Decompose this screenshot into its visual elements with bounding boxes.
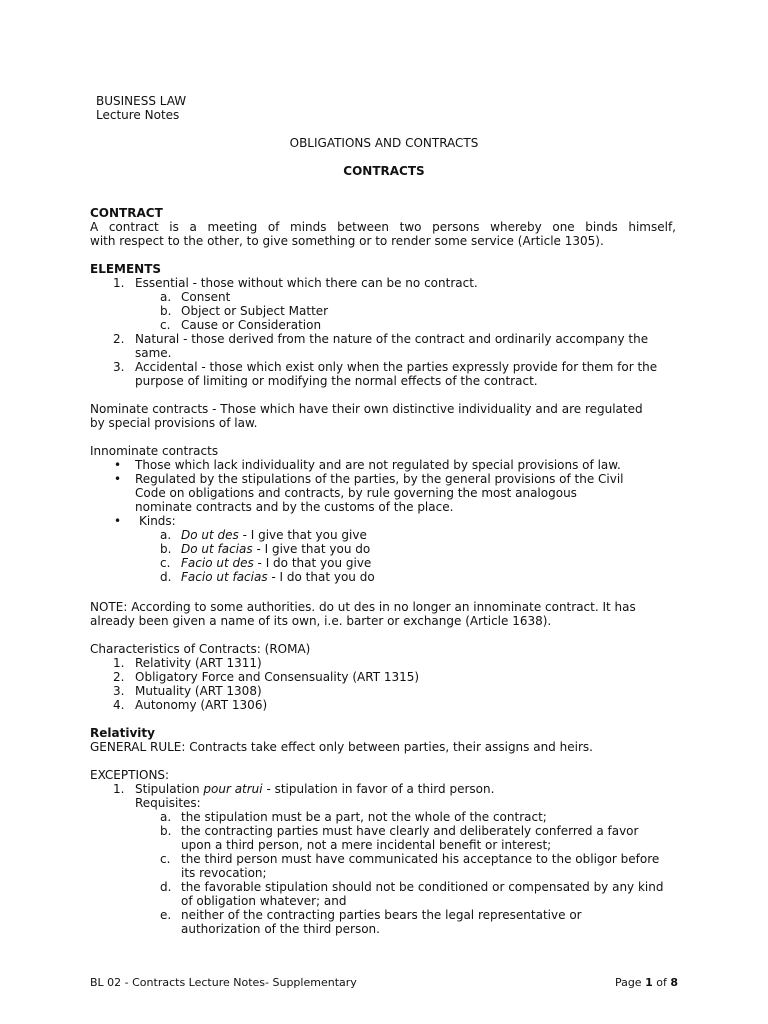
list-marker: c. xyxy=(160,556,171,570)
list-item-natural: Natural - those derived from the nature of the contract and ordinarily accompany the xyxy=(135,332,649,346)
page-label: Page xyxy=(614,976,646,989)
requisites-label: Requisites: xyxy=(135,796,201,810)
general-rule: GENERAL RULE: Contracts take effect only between parties, their assigns and heirs. xyxy=(90,740,593,754)
topic-heading: OBLIGATIONS AND CONTRACTS xyxy=(289,136,479,150)
requisite-item-cont: of obligation whatever; and xyxy=(181,894,347,908)
contract-definition-line: with respect to the other, to give something or to render some service (Article 1305). xyxy=(90,234,604,248)
exception-suffix: - stipulation in favor of a third person. xyxy=(262,782,495,796)
note-line: already been given a name of its own, i.e. barter or exchange (Article 1638). xyxy=(90,614,552,628)
list-marker: d. xyxy=(160,570,172,584)
footer-document-name: BL 02 - Contracts Lecture Notes- Supplementary xyxy=(90,976,357,989)
latin-term: Facio ut facias xyxy=(181,570,268,584)
kind-item xyxy=(181,556,371,570)
latin-term: pour atrui xyxy=(203,782,263,796)
list-number: 1. xyxy=(113,656,125,670)
list-number: 3. xyxy=(113,360,125,374)
bullet-item-cont: nominate contracts and by the customs of the place. xyxy=(135,500,454,514)
kind-meaning: - I do that you give xyxy=(253,556,372,570)
list-marker: b. xyxy=(160,304,172,318)
innominate-heading: Innominate contracts xyxy=(90,444,219,458)
list-item-accidental: Accidental - those which exist only when the parties expressly provide for them for the xyxy=(135,360,658,374)
kind-meaning: - I do that you do xyxy=(267,570,375,584)
kind-item xyxy=(181,542,370,556)
characteristic-item: Obligatory Force and Consensuality (ART 1315) xyxy=(135,670,420,684)
list-number: 1. xyxy=(113,782,125,796)
bullet-item-kinds: Kinds: xyxy=(139,514,176,528)
requisite-item: the favorable stipulation should not be conditioned or compensated by any kind xyxy=(181,880,664,894)
document-type: Lecture Notes xyxy=(96,108,180,122)
bullet-icon: • xyxy=(114,458,122,472)
bullet-icon: • xyxy=(114,514,122,528)
characteristic-item: Mutuality (ART 1308) xyxy=(135,684,262,698)
current-page: 1 xyxy=(645,976,653,989)
list-marker: b. xyxy=(160,824,172,838)
list-number: 2. xyxy=(113,670,125,684)
kind-meaning: - I give that you give xyxy=(238,528,367,542)
requisite-item: the contracting parties must have clearly and deliberately conferred a favor xyxy=(181,824,639,838)
section-heading-elements: ELEMENTS xyxy=(90,262,162,276)
kind-item xyxy=(181,528,367,542)
requisite-item-cont: authorization of the third person. xyxy=(181,922,380,936)
list-marker: c. xyxy=(160,852,171,866)
list-marker: c. xyxy=(160,318,171,332)
latin-term: Do ut facias xyxy=(181,542,253,556)
bullet-item: Those which lack individuality and are not regulated by special provisions of law. xyxy=(135,458,621,472)
page-number xyxy=(615,976,678,990)
characteristic-item: Relativity (ART 1311) xyxy=(135,656,262,670)
list-number: 4. xyxy=(113,698,125,712)
characteristics-heading: Characteristics of Contracts: (ROMA) xyxy=(90,642,311,656)
list-number: 2. xyxy=(113,332,125,346)
list-item-accidental-cont: purpose of limiting or modifying the normal effects of the contract. xyxy=(135,374,538,388)
characteristic-item: Autonomy (ART 1306) xyxy=(135,698,268,712)
nominate-paragraph-line: Nominate contracts - Those which have their own distinctive individuality and are regulated xyxy=(90,402,643,416)
exception-item xyxy=(135,782,494,796)
latin-term: Do ut des xyxy=(181,528,239,542)
list-marker: a. xyxy=(160,810,172,824)
contract-definition-line: A contract is a meeting of minds between two persons whereby one binds himself, xyxy=(90,220,676,234)
bullet-item: Regulated by the stipulations of the parties, by the general provisions of the Civil xyxy=(135,472,624,486)
list-number: 1. xyxy=(113,276,125,290)
sub-item-consent: Consent xyxy=(181,290,231,304)
list-marker: a. xyxy=(160,290,172,304)
total-pages: 8 xyxy=(670,976,678,989)
note-line: NOTE: According to some authorities. do ut des in no longer an innominate contract. It has xyxy=(90,600,636,614)
bullet-item-cont: Code on obligations and contracts, by rule governing the most analogous xyxy=(135,486,577,500)
requisite-item: the third person must have communicated his acceptance to the obligor before xyxy=(181,852,660,866)
sub-item-cause: Cause or Consideration xyxy=(181,318,322,332)
kind-meaning: - I give that you do xyxy=(252,542,371,556)
section-heading-contract: CONTRACT xyxy=(90,206,163,220)
page-separator: of xyxy=(652,976,671,989)
requisite-item-cont: its revocation; xyxy=(181,866,267,880)
kind-item xyxy=(181,570,375,584)
requisite-item: the stipulation must be a part, not the whole of the contract; xyxy=(181,810,547,824)
list-marker: e. xyxy=(160,908,172,922)
section-heading-relativity: Relativity xyxy=(90,726,155,740)
list-item-natural-cont: same. xyxy=(135,346,172,360)
requisite-item: neither of the contracting parties bears the legal representative or xyxy=(181,908,582,922)
list-marker: a. xyxy=(160,528,172,542)
course-title: BUSINESS LAW xyxy=(96,94,187,108)
list-marker: d. xyxy=(160,880,172,894)
bullet-icon: • xyxy=(114,472,122,486)
requisite-item-cont: upon a third person, not a mere incidental benefit or interest; xyxy=(181,838,552,852)
page-title: CONTRACTS xyxy=(343,164,425,178)
latin-term: Facio ut des xyxy=(181,556,254,570)
list-number: 3. xyxy=(113,684,125,698)
nominate-paragraph-line: by special provisions of law. xyxy=(90,416,258,430)
list-marker: b. xyxy=(160,542,172,556)
list-item-essential: Essential - those without which there can be no contract. xyxy=(135,276,478,290)
exception-prefix: Stipulation xyxy=(135,782,204,796)
sub-item-object: Object or Subject Matter xyxy=(181,304,329,318)
exceptions-heading: EXCEPTIONS: xyxy=(90,768,170,782)
